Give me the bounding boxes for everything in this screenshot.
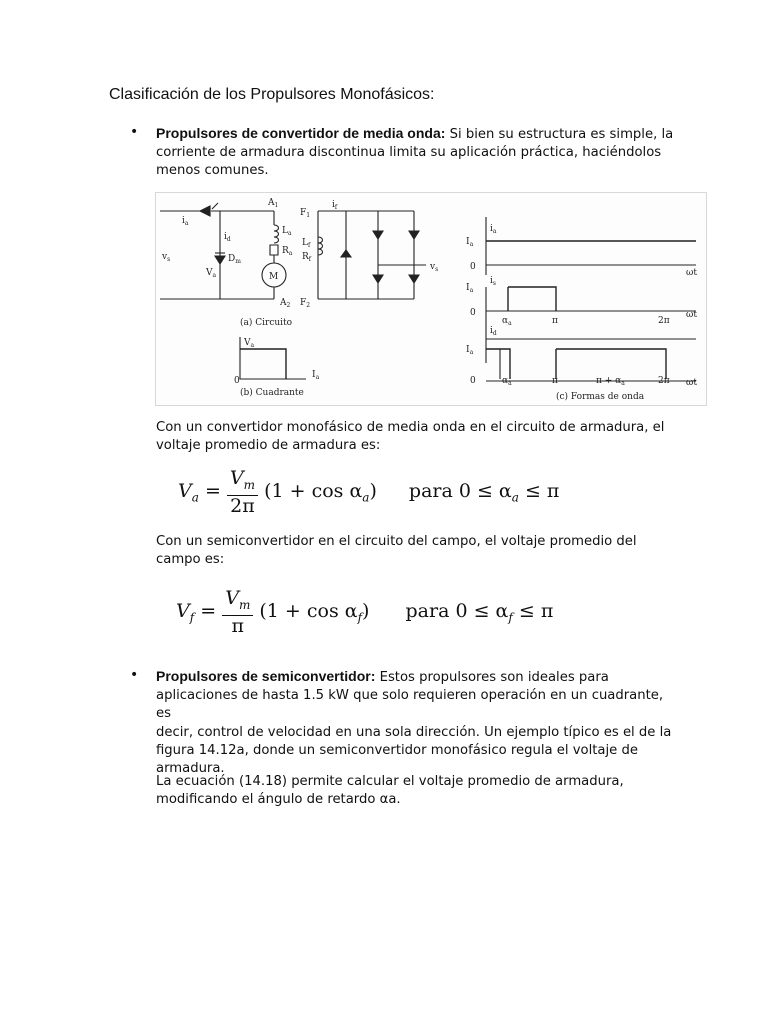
section1-text: Si bien su estructura es simple, la <box>449 127 674 142</box>
eq-b-term: (1 + cos α <box>259 599 358 622</box>
bridge-diode-1 <box>373 275 383 283</box>
label-F1: $F_1$ <box>300 208 311 219</box>
equation-armature: $V_a$ = $\frac{V_m}{2\pi}$ $(1 + \cos \alpha_a)$ para $0 \le \alpha_a \le \pi$ <box>178 467 560 517</box>
bridge-thyristor-2 <box>409 231 419 239</box>
bullet-marker: • <box>130 124 139 140</box>
label-Dm: $D_m$ <box>228 254 241 265</box>
eq-b-condition-tail: ≤ π <box>518 599 554 622</box>
label-A2: $A_2$ <box>280 298 291 309</box>
wave-label-Ia-1: $I_a$ <box>466 237 474 248</box>
paragraph-b-line1: Con un semiconvertidor en el circuito del campo, el voltaje promedio del <box>156 534 637 549</box>
section1-line3: menos comunes. <box>156 163 269 179</box>
caption-quadrant: (b) Cuadrante <box>240 388 304 398</box>
paragraph-a-line2: voltaje promedio de armadura es: <box>156 438 381 454</box>
quadrant-label-Va: $V_a$ <box>244 338 255 349</box>
paragraph-a <box>156 419 676 455</box>
wave-label-pi-2: π <box>552 376 558 386</box>
label-La: $L_a$ <box>282 226 292 237</box>
label-Ra: $R_a$ <box>282 246 293 257</box>
wave-label-zero-3: 0 <box>470 376 476 386</box>
quadrant-label-zero: 0 <box>234 376 240 386</box>
eq-a-term-sub: a <box>362 490 370 505</box>
eq-a-num: V <box>229 467 244 489</box>
circuit-diagram <box>156 193 706 405</box>
eq-b-den: π <box>231 614 245 637</box>
label-motor: M <box>269 272 279 282</box>
armature-inductor <box>274 225 279 243</box>
field-diode <box>341 250 351 257</box>
label-A1: $A_1$ <box>268 198 279 209</box>
eq-b-lhs-sub: f <box>189 610 195 625</box>
circuit-figure <box>155 192 707 406</box>
caption-circuit: (a) Circuito <box>240 318 293 328</box>
section2-line5: armadura. <box>156 761 225 777</box>
label-vs-field: $v_s$ <box>430 262 439 273</box>
wave-label-omega-3: ωt <box>686 378 697 388</box>
wave-label-2pi-2: 2π <box>658 376 670 386</box>
caption-waveforms: (c) Formas de onda <box>556 392 645 402</box>
wave-label-alpha-1: $\alpha_a$ <box>502 316 512 327</box>
wave-label-pi-1: π <box>552 316 558 326</box>
wave-label-pi-plus-alpha: $\pi + \alpha_a$ <box>596 376 625 387</box>
paragraph-c <box>156 773 676 809</box>
section2-heading: Propulsores de semiconvertidor: <box>156 668 376 684</box>
bullet-marker-2: • <box>130 667 139 683</box>
label-if: $i_f$ <box>332 200 338 211</box>
paragraph-b-line2: campo es: <box>156 552 225 568</box>
wave-label-id: $i_d$ <box>490 326 497 337</box>
eq-a-condition-tail: ≤ π <box>524 479 560 502</box>
eq-a-lhs-sub: a <box>191 490 199 505</box>
eq-b-close: ) <box>362 599 370 622</box>
thyristor-symbol <box>200 206 210 216</box>
eq-b-num: V <box>225 587 239 609</box>
wave-label-alpha-2: $\alpha_a$ <box>502 376 512 387</box>
paragraph-b <box>156 533 676 569</box>
page-title: Clasificación de los Propulsores Monofásicos: <box>109 86 435 103</box>
label-id: $i_d$ <box>224 232 231 243</box>
wave-label-zero-2: 0 <box>470 308 476 318</box>
wave-label-omega-2: ωt <box>686 310 697 320</box>
eq-b-condition: para 0 ≤ α <box>405 599 509 622</box>
wave-label-zero-1: 0 <box>470 262 476 272</box>
section2-line1 <box>156 667 676 687</box>
section1-paragraph <box>156 124 676 181</box>
eq-a-close: ) <box>369 479 377 502</box>
wave-label-2pi-1: 2π <box>658 316 670 326</box>
eq-a-condition-sub: a <box>511 490 519 505</box>
eq-a-term: (1 + cos α <box>264 479 363 502</box>
bridge-thyristor-1 <box>373 231 383 239</box>
quadrant-label-Ia: $I_a$ <box>312 370 320 381</box>
wave-label-is: $i_s$ <box>490 276 496 287</box>
freewheel-diode <box>215 256 225 264</box>
eq-a-condition: para 0 ≤ α <box>408 479 512 502</box>
label-vs: $v_s$ <box>162 252 171 263</box>
eq-b-condition-sub: f <box>508 610 513 625</box>
section2-line2: aplicaciones de hasta 1.5 kW que solo requieren operación en un cuadrante, es <box>156 688 664 722</box>
eq-a-den: 2π <box>230 494 255 517</box>
equation-field: $V_f$ = $\frac{V_m}{\pi}$ $(1 + \cos \alpha_f)$ para $0 \le \alpha_f \le \pi$ <box>176 587 554 637</box>
eq-b-fraction <box>222 588 253 636</box>
eq-a-lhs: V <box>178 479 192 502</box>
section2-paragraph <box>156 667 676 778</box>
label-Lf: $L_f$ <box>302 238 311 249</box>
section1-line2: corriente de armadura discontinua limita su aplicación práctica, haciéndolos <box>156 145 662 161</box>
wave-label-Ia-3: $I_a$ <box>466 345 474 356</box>
section2-line3: decir, control de velocidad en una sola dirección. Un ejemplo típico es el de la <box>156 724 672 740</box>
wave-label-omega-1: ωt <box>686 268 697 278</box>
wave-label-Ia-2: $I_a$ <box>466 283 474 294</box>
eq-a-fraction <box>227 468 258 516</box>
label-ia: $i_a$ <box>182 216 189 227</box>
field-inductor <box>318 237 323 255</box>
bridge-diode-2 <box>409 275 419 283</box>
eq-b-num-sub: m <box>238 597 251 612</box>
label-Va: $V_a$ <box>206 268 217 279</box>
label-Rf: $R_f$ <box>302 252 312 263</box>
eq-b-lhs: V <box>176 599 190 622</box>
wave-label-ia-top: $i_a$ <box>490 224 497 235</box>
section2-text: Estos propulsores son ideales para <box>379 670 609 685</box>
label-F2: $F_2$ <box>300 298 311 309</box>
paragraph-c-line2: modificando el ángulo de retardo αa. <box>156 792 401 808</box>
eq-a-num-sub: m <box>243 477 256 492</box>
section1-line1 <box>156 124 676 144</box>
paragraph-c-line1: La ecuación (14.18) permite calcular el voltaje promedio de armadura, <box>156 774 624 789</box>
section2-line4: figura 14.12a, donde un semiconvertidor monofásico regula el voltaje de <box>156 742 638 758</box>
eq-b-term-sub: f <box>357 610 363 625</box>
paragraph-a-line1: Con un convertidor monofásico de media onda en el circuito de armadura, el <box>156 420 665 435</box>
section1-heading: Propulsores de convertidor de media onda: <box>156 125 446 141</box>
armature-resistor <box>270 245 278 255</box>
